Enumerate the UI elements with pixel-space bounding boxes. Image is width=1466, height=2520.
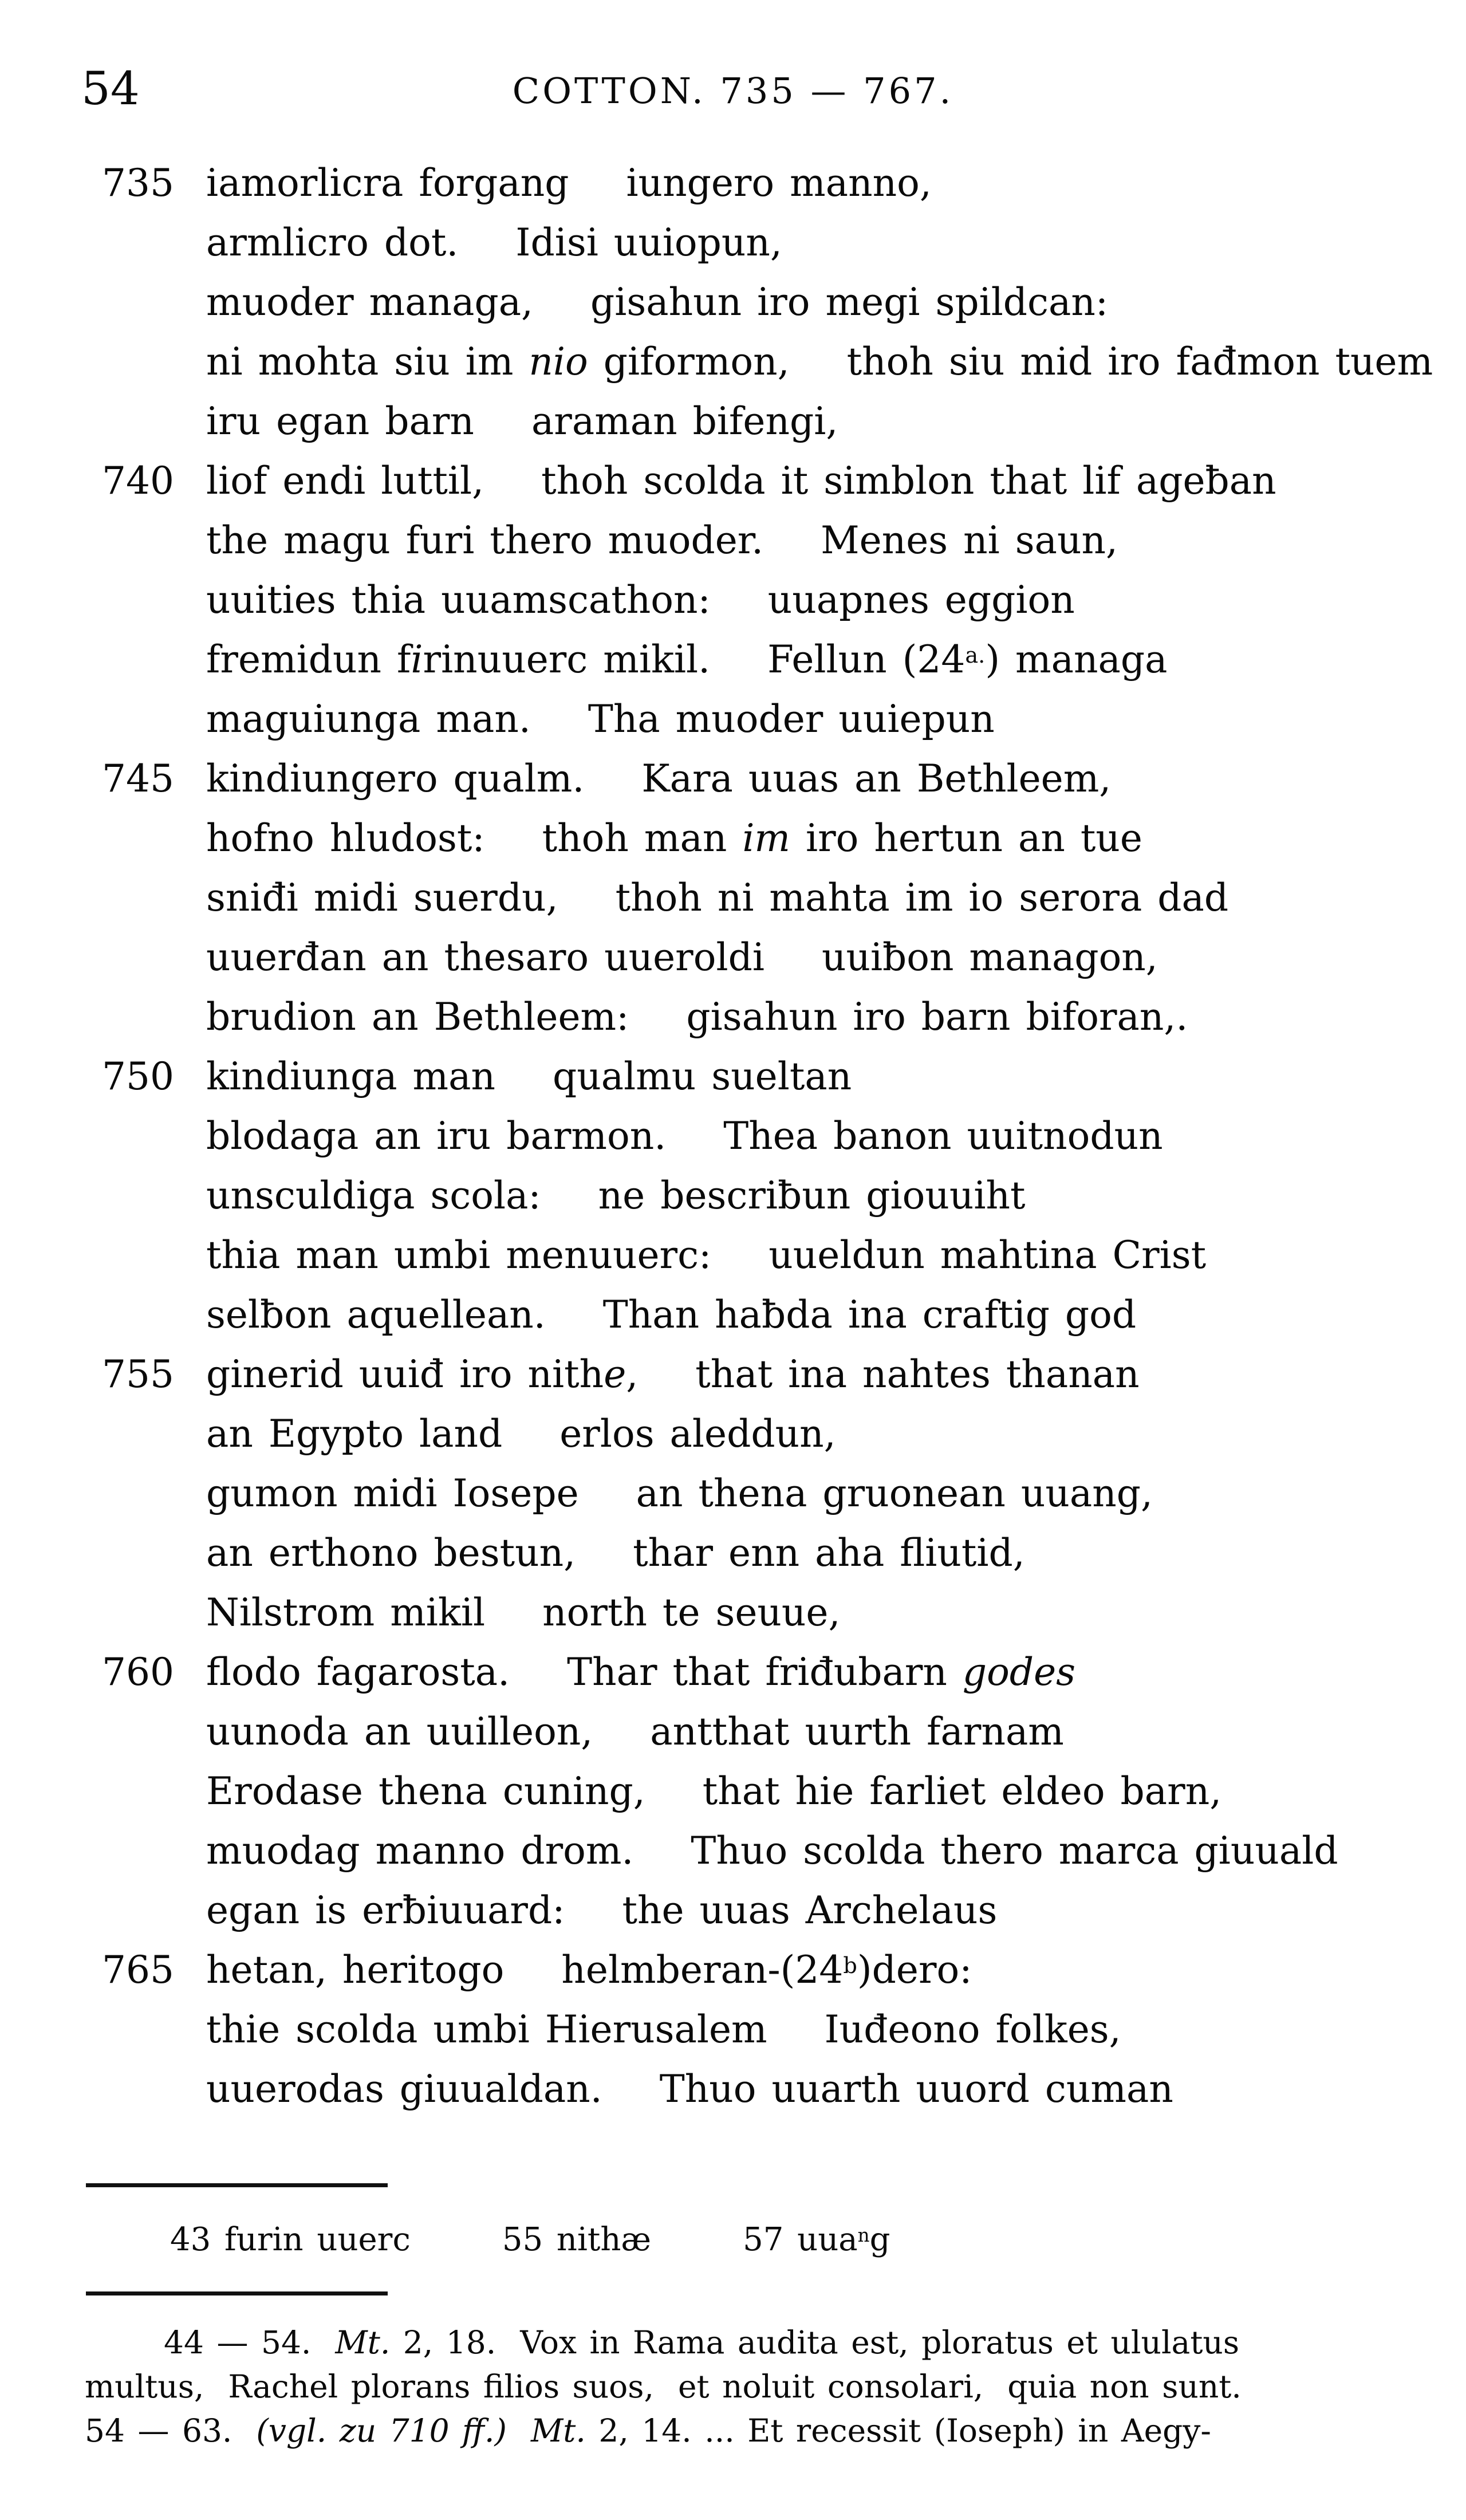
verse-text [206, 1710, 1064, 1754]
text-run: multus, [85, 2368, 204, 2405]
verse-text [206, 1293, 1136, 1337]
verse-text [206, 1590, 840, 1635]
text-run: , [626, 1352, 639, 1396]
variant-item [502, 2221, 651, 2258]
text-run: brudion an Bethleem: [206, 995, 629, 1039]
text-run: uuiƀon managon, [821, 935, 1158, 979]
text-run: maguiunga man. [206, 697, 531, 741]
verse-text [206, 518, 1118, 562]
text-run: qualmu sueltan [553, 1054, 852, 1098]
text-run: thar enn aha fliutid, [633, 1531, 1025, 1575]
verse-line [0, 749, 1466, 809]
text-run: thie scolda umbi Hierusalem [206, 2007, 767, 2052]
text-run: 54 — 63. [85, 2412, 232, 2449]
text-run: iamorlicra forgang [206, 161, 569, 205]
text-run: sniđi midi suerdu, [206, 876, 558, 920]
text-run: Than haƀda ina craftig god [602, 1293, 1137, 1337]
verse-text [206, 2007, 1121, 2052]
verse-text [206, 1769, 1221, 1813]
text-run: an erthono bestun, [206, 1531, 576, 1575]
verse-text [206, 1888, 997, 1932]
text-run: thia man umbi menuuerc: [206, 1233, 712, 1277]
text-run: antthat uurth farnam [650, 1710, 1064, 1754]
text-run: an thena gruonean uuang, [636, 1471, 1153, 1515]
verse-line [0, 1404, 1466, 1464]
verse-line [0, 1345, 1466, 1404]
verse-text [206, 220, 782, 265]
text-run: blodaga an iru barmon. [206, 1114, 667, 1158]
text-run: unsculdiga scola: [206, 1174, 541, 1218]
text-run: selƀon aquellean. [206, 1293, 546, 1337]
line-number: 745 [102, 757, 174, 801]
line-number: 760 [102, 1650, 174, 1694]
italic-text: i [411, 637, 423, 682]
text-run: uuerodas giuualdan. [206, 2067, 602, 2111]
verse-line [0, 213, 1466, 273]
text-run: gumon midi Iosepe [206, 1471, 579, 1515]
text-run: uunoda an uuilleon, [206, 1710, 593, 1754]
text-run: Rachel plorans filios suos, [228, 2368, 654, 2405]
verse-text [206, 1352, 1140, 1396]
italic-text: godes [962, 1650, 1076, 1694]
verse-text [206, 757, 1111, 801]
italic-text: im [742, 816, 791, 860]
verse-line [0, 511, 1466, 570]
verse-line [0, 1523, 1466, 1583]
verse-line [0, 1166, 1466, 1226]
verse-text [206, 2067, 1173, 2111]
text-run: thoh ni mahta im io serora dad [615, 876, 1229, 920]
text-run: hetan, heritogo [206, 1948, 505, 1992]
apparatus-rule-bottom [86, 2291, 388, 2295]
text-run: that ina nahtes thanan [695, 1352, 1140, 1396]
italic-text: Mt. [530, 2412, 586, 2449]
text-run: hofno hludost: [206, 816, 485, 860]
text-run: iro hertun an tue [790, 816, 1142, 860]
text-run: the magu furi thero muoder. [206, 518, 764, 562]
italic-text: nio [529, 340, 588, 384]
superscript: n [857, 2224, 870, 2247]
text-run: Thea banon uuitnodun [723, 1114, 1163, 1158]
verse-line [0, 868, 1466, 928]
verse-line [0, 451, 1466, 511]
verse-text [206, 995, 1188, 1039]
text-run: an Egypto land [206, 1412, 503, 1456]
line-number: 740 [102, 459, 174, 503]
page-number: 54 [81, 62, 140, 115]
verse-text [206, 876, 1228, 920]
text-run: kindiunga man [206, 1054, 495, 1098]
verse-text [206, 399, 838, 443]
verse-line [0, 1285, 1466, 1345]
verse-line [0, 153, 1466, 213]
text-run: erlos aleddun, [559, 1412, 836, 1456]
text-run: ) managa [985, 637, 1168, 682]
verse-text [206, 1829, 1338, 1873]
text-run: Erodase thena cuning, [206, 1769, 645, 1813]
text-run: armlicro dot. [206, 220, 459, 265]
variant-apparatus-line [170, 2218, 890, 2266]
text-run: uueldun mahtina Crist [769, 1233, 1207, 1277]
text-run: 44 — 54. [164, 2324, 312, 2361]
text-run: 2, 18. [390, 2324, 496, 2361]
italic-text: (vgl. zu 710 ff.) [256, 2412, 507, 2449]
verse-text [206, 1174, 1026, 1218]
text-run: g [869, 2221, 890, 2258]
text-run: uuities thia uuamscathon: [206, 578, 711, 622]
text-run: rinuuerc mikil. [423, 637, 711, 682]
italic-text: e [604, 1352, 626, 1396]
verse-line [0, 1583, 1466, 1643]
superscript: b [843, 1952, 857, 1979]
verse-line [0, 630, 1466, 690]
verse-text [206, 578, 1075, 622]
text-run: quia non sunt. [1007, 2368, 1242, 2405]
text-run: 43 furin uuerc [170, 2221, 411, 2258]
text-run: araman bifengi, [531, 399, 838, 443]
verse-line [0, 928, 1466, 987]
verse-text [206, 459, 1276, 503]
source-notes-block [85, 2321, 1402, 2453]
verse-line [0, 1047, 1466, 1107]
text-run: giformon, [588, 340, 790, 384]
superscript: a. [965, 642, 986, 668]
verse-line [0, 392, 1466, 451]
text-run: gisahun iro megi spildcan: [590, 280, 1109, 324]
verse-text [206, 1412, 836, 1456]
text-run: fremidun f [206, 637, 411, 682]
text-run: Thuo scolda thero marca giuuald [691, 1829, 1338, 1873]
verse-line [0, 1881, 1466, 1940]
line-number: 735 [102, 161, 174, 205]
verse-line [0, 1821, 1466, 1881]
text-run: Thuo uuarth uuord cuman [659, 2067, 1173, 2111]
verse-line [0, 570, 1466, 630]
verse-line [0, 1643, 1466, 1702]
text-run: egan is erƀiuuard: [206, 1888, 565, 1932]
verse-text [206, 1054, 852, 1098]
verse-line [0, 1940, 1466, 2000]
text-run: the uuas Archelaus [622, 1888, 998, 1932]
text-run: Nilstrom mikil [206, 1590, 486, 1635]
italic-text: Mt. [335, 2324, 391, 2361]
line-number: 750 [102, 1054, 174, 1098]
text-run: thoh scolda it simblon that lif ageƀan [541, 459, 1276, 503]
verse-line [0, 2000, 1466, 2060]
text-run: Menes ni saun, [821, 518, 1118, 562]
text-run: uuerđan an thesaro uueroldi [206, 935, 764, 979]
verse-text [206, 697, 995, 741]
text-run: kindiungero qualm. [206, 757, 585, 801]
text-run: Idisi uuiopun, [515, 220, 782, 265]
text-run: 2, 14. ... Et recessit (Ioseph) in Aegy- [585, 2412, 1212, 2449]
verse-text [206, 935, 1158, 979]
text-run: flodo fagarosta. [206, 1650, 510, 1694]
text-run: Vox in Rama audita est, ploratus et ululatus [520, 2324, 1240, 2361]
text-run: Thar that friđubarn [567, 1650, 963, 1694]
verse-line [0, 1702, 1466, 1762]
variant-item [170, 2221, 411, 2258]
verse-text [206, 1531, 1025, 1575]
text-run: gisahun iro barn biforan,. [686, 995, 1188, 1039]
verse-line [0, 1226, 1466, 1285]
verse-text [206, 280, 1108, 324]
note-line [85, 2409, 1402, 2453]
text-run: liof endi luttil, [206, 459, 484, 503]
verse-text [206, 340, 1433, 384]
apparatus-rule-top [86, 2183, 388, 2187]
text-run: thoh man [542, 816, 743, 860]
text-run: Kara uuas an Bethleem, [641, 757, 1112, 801]
line-number: 755 [102, 1352, 174, 1396]
text-run: ni mohta siu im [206, 340, 529, 384]
verse-line [0, 273, 1466, 332]
note-line [85, 2321, 1402, 2365]
verse-line [0, 1107, 1466, 1166]
verse-block [0, 153, 1466, 2119]
verse-text [206, 1114, 1163, 1158]
text-run: thoh siu mid iro fađmon tuem [846, 340, 1433, 384]
text-run: north te seuue, [542, 1590, 841, 1635]
verse-line [0, 809, 1466, 868]
verse-line [0, 690, 1466, 749]
text-run: iungero manno, [626, 161, 932, 205]
text-run: muodag manno drom. [206, 1829, 634, 1873]
variant-item [743, 2221, 890, 2258]
verse-text [206, 637, 1167, 682]
text-run: Fellun (24 [767, 637, 965, 682]
text-run: )dero: [857, 1948, 972, 1992]
verse-text [206, 1471, 1153, 1515]
text-run: 55 nithæ [502, 2221, 652, 2258]
note-line [85, 2365, 1402, 2409]
line-number: 765 [102, 1948, 174, 1992]
verse-text [206, 1650, 1075, 1694]
text-run: muoder managa, [206, 280, 534, 324]
verse-text [206, 161, 932, 205]
verse-text [206, 1948, 972, 1992]
verse-line [0, 987, 1466, 1047]
verse-text [206, 1233, 1206, 1277]
text-run: that hie farliet eldeo barn, [702, 1769, 1222, 1813]
text-run: 57 uua [743, 2221, 858, 2258]
text-run: et noluit consolari, [678, 2368, 984, 2405]
verse-line [0, 332, 1466, 392]
text-run: Tha muoder uuiepun [588, 697, 995, 741]
text-run: ginerid uuiđ iro nith [206, 1352, 604, 1396]
verse-line [0, 1762, 1466, 1821]
verse-text [206, 816, 1142, 860]
verse-line [0, 1464, 1466, 1523]
verse-line [0, 2060, 1466, 2119]
text-run: Iuđeono folkes, [824, 2007, 1121, 2052]
text-run: iru egan barn [206, 399, 474, 443]
text-run: ne bescriƀun giouuiht [598, 1174, 1026, 1218]
text-run: helmberan-(24 [561, 1948, 844, 1992]
running-header: COTTON. 735 — 767. [512, 70, 954, 112]
text-run: uuapnes eggion [767, 578, 1075, 622]
